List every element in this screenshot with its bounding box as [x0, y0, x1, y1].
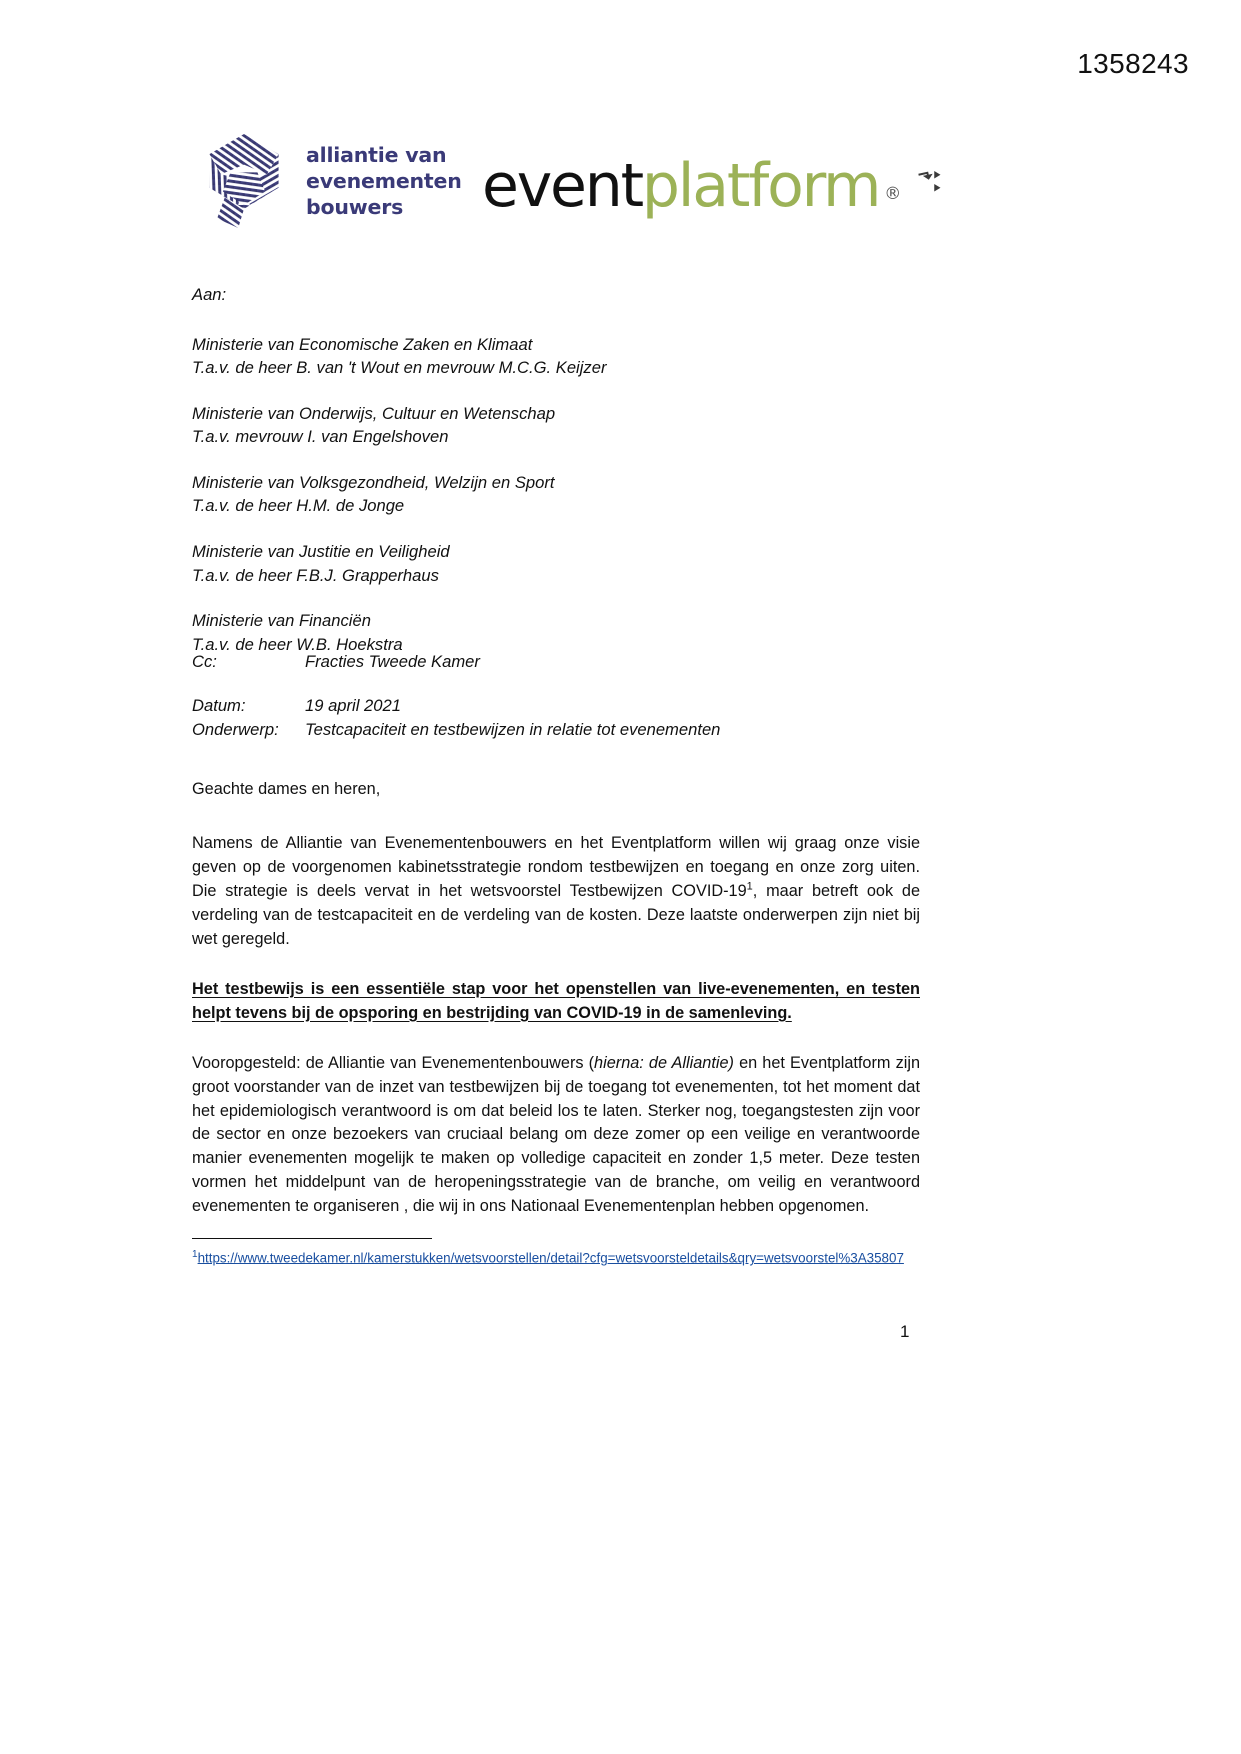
paragraph-intro	[192, 832, 920, 952]
addressee-attention: T.a.v. de heer H.M. de Jonge	[192, 496, 405, 516]
cc-label: Cc:	[192, 652, 217, 671]
eventplatform-logo	[482, 151, 949, 221]
paragraph-heading-statement	[192, 978, 920, 1026]
footnote	[192, 1248, 922, 1268]
cc-block	[192, 650, 992, 674]
double-arrow-icon	[915, 168, 949, 202]
addressee-group	[192, 333, 952, 380]
alliantie-line-3: bouwers	[306, 195, 404, 220]
subject-row	[192, 718, 992, 742]
cc-value: Fracties Tweede Kamer	[305, 652, 480, 671]
alliantie-logo	[196, 128, 462, 234]
addressee-attention: T.a.v. de heer B. van 't Wout en mevrouw M.C.G. Keijzer	[192, 358, 607, 378]
addressee-group	[192, 540, 952, 587]
addressee-organisation: Ministerie van Justitie en Veiligheid	[192, 541, 450, 561]
addressee-attention: T.a.v. de heer F.B.J. Grapperhaus	[192, 565, 439, 585]
paragraph-position-italic: hierna: de Alliantie)	[594, 1053, 734, 1072]
date-value: 19 april 2021	[305, 696, 401, 715]
addressee-attention: T.a.v. mevrouw I. van Engelshoven	[192, 427, 449, 447]
addressee-organisation: Ministerie van Financiën	[192, 611, 371, 631]
bold-underlined-statement: Het testbewijs is een essentiële stap voor het openstellen van live-evenementen, en testen helpt tevens bij de opsporing en bestrijding van COVID-19 in de samenleving.	[192, 979, 920, 1022]
footnote-reference-marker: 1	[746, 880, 753, 893]
hexagon-weave-logo-icon	[196, 128, 292, 234]
document-reference-number: 1358243	[1077, 48, 1189, 79]
date-row	[192, 694, 992, 718]
eventplatform-platform-text: platform	[641, 151, 880, 221]
alliantie-line-2: evenementen	[306, 168, 462, 193]
date-subject-block	[192, 694, 992, 741]
letterhead	[196, 128, 956, 246]
alliantie-line-1: alliantie van	[306, 142, 447, 167]
subject-value: Testcapaciteit en testbewijzen in relatie tot evenementen	[305, 719, 721, 739]
addressee-organisation: Ministerie van Volksgezondheid, Welzijn en Sport	[192, 472, 555, 492]
page-number: 1	[900, 1322, 910, 1341]
paragraph-intro-text-a: Namens de Alliantie van Evenementenbouwers en het Eventplatform willen wij graag onze visie geven op de voorgenomen kabinetsstrategie rondom testbewijzen en toegang en onze zorg uiten. Die strategie is deels vervat in het wetsvoorstel Testbewijzen COVID-19	[192, 833, 920, 900]
registered-trademark-icon: ®	[884, 184, 902, 204]
date-label: Datum:	[192, 696, 246, 715]
eventplatform-event-text: event	[482, 151, 642, 221]
paragraph-position	[192, 1052, 920, 1220]
addressee-attention: T.a.v. de heer W.B. Hoekstra	[192, 634, 403, 654]
addressee-group	[192, 402, 952, 449]
subject-label: Onderwerp:	[192, 719, 279, 739]
alliantie-wordmark	[306, 142, 462, 221]
salutation: Geachte dames en heren,	[192, 780, 381, 798]
addressee-label: Aan:	[192, 285, 227, 304]
addressee-organisation: Ministerie van Economische Zaken en Klimaat	[192, 334, 533, 354]
addressee-organisation: Ministerie van Onderwijs, Cultuur en Wetenschap	[192, 403, 556, 423]
footnote-url-link[interactable]: https://www.tweedekamer.nl/kamerstukken/wetsvoorstellen/detail?cfg=wetsvoorsteldetails&qry=wetsvoorstel%3A35807	[197, 1250, 904, 1266]
paragraph-position-text-b: en het Eventplatform zijn groot voorstander van de inzet van testbewijzen bij de toegang tot evenementen, tot het moment dat het epidemiologisch verantwoord is om dat beleid los te laten. Sterker nog, toegangstesten zijn voor de sector en onze bezoekers van cruciaal belang om deze zomer op een veilige en verantwoorde manier evenementen mogelijk te maken op volledige capaciteit en zonder 1,5 meter. Deze testen vormen het middelpunt van de heropeningsstrategie van de branche, om veilig en verantwoord evenementen te organiseren , die wij in ons Nationaal Evenementenplan hebben opgenomen.	[192, 1053, 921, 1216]
paragraph-position-text-a: Vooropgesteld: de Alliantie van Evenementenbouwers (	[192, 1053, 595, 1072]
footnote-marker: 1	[192, 1249, 198, 1260]
footnote-separator	[192, 1238, 432, 1239]
addressee-group	[192, 471, 952, 518]
addressee-block	[192, 283, 952, 678]
cc-row	[192, 650, 992, 674]
paragraph-intro-text-b: , maar betreft ook de verdeling van de testcapaciteit en de verdeling van de kosten. Deze laatste onderwerpen zijn niet bij wet geregeld.	[192, 881, 921, 948]
letter-body	[192, 778, 920, 1219]
